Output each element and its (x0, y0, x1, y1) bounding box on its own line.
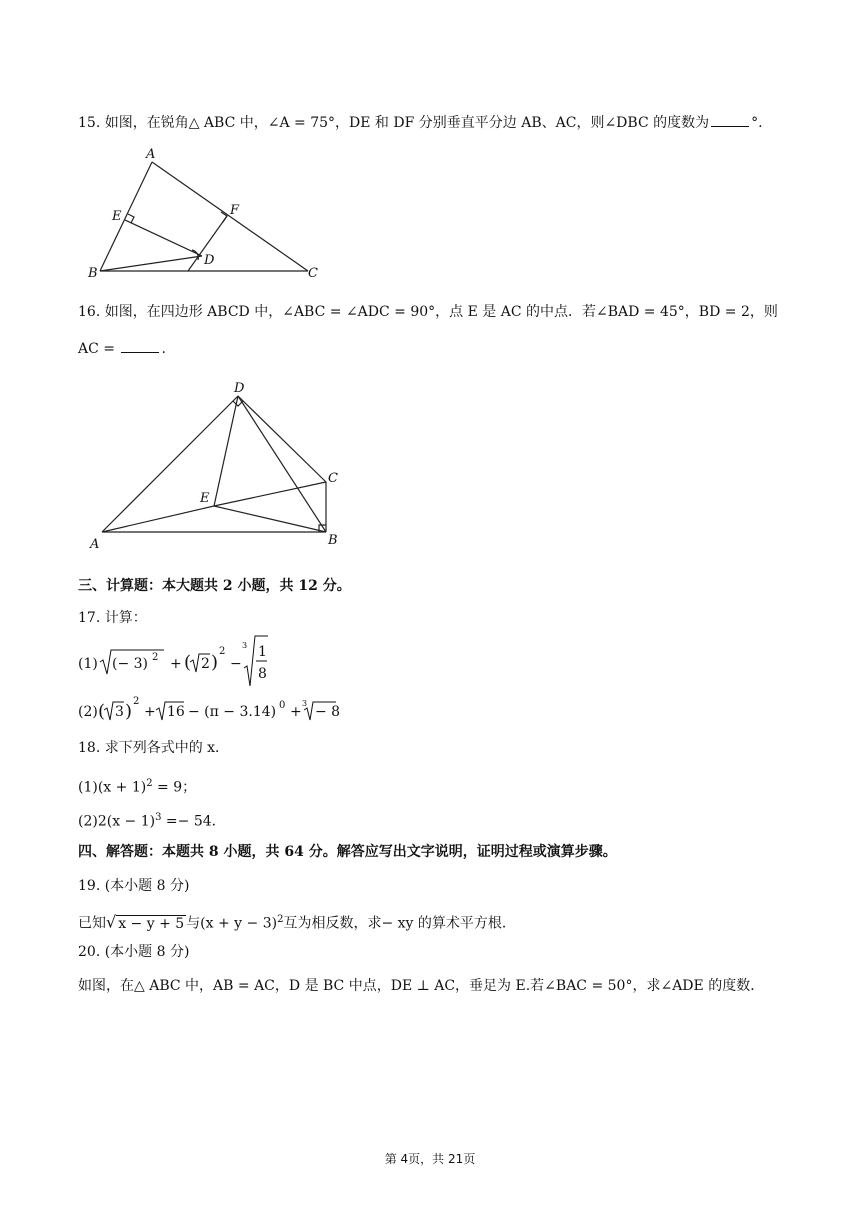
q16-label-c: C (328, 471, 338, 486)
q19-radical-sign: √ (106, 912, 117, 932)
q17-p2-radicand-neg8: − 8 (315, 704, 341, 720)
q20-text: 如图，在△ ABC 中，AB = AC，D 是 BC 中点，DE ⊥ AC，垂足为 E.若∠BAC = 50°，求∠ADE 的度数． (78, 978, 765, 994)
q18-p2-exp: 3 (155, 812, 162, 823)
q17-p2-rest: − (π − 3.14) (188, 704, 277, 720)
q17-p1-frac-num: 1 (258, 644, 267, 660)
q17-p2-sqrt3: 3 (115, 704, 124, 720)
q19-text-a: 已知 (78, 915, 106, 932)
q16-figure (82, 374, 352, 554)
q16-label-e: E (200, 491, 210, 506)
q17-p2-lparen: ( (98, 701, 106, 722)
q17-p1-exp1: 2 (152, 652, 159, 663)
q17-p2-cube-index: 3 (302, 699, 308, 708)
q15-label-e: E (112, 209, 122, 224)
q17-p1-num: (1) (78, 656, 98, 672)
q17-p2-rparen: ) (125, 701, 133, 722)
q17-p1-sqrt2: 2 (201, 656, 210, 672)
q17-part1-expression (78, 634, 318, 692)
q16-line2-b: . (161, 341, 166, 357)
q19-text (78, 910, 516, 934)
q18-part1 (78, 774, 196, 798)
q16-line1: 16. 如图，在四边形 ABCD 中，∠ABC = ∠ADC = 90°，点 E 是 AC 的中点．若∠BAD = 45°，BD = 2，则 (78, 304, 778, 320)
q17-p2-radicand16: 16 (167, 704, 185, 720)
q16-label-a: A (90, 537, 100, 552)
q19-title: 19. (本小题 8 分) (78, 878, 190, 894)
q18-p1-exp: 2 (146, 778, 153, 789)
q16-answer-blank (121, 338, 159, 353)
q16-line2 (78, 338, 166, 359)
q17-p1-rparen: ) (211, 652, 219, 673)
q19-text-c: 互为相反数，求− xy 的算术平方根． (283, 915, 516, 932)
q17-p1-minus: − (230, 656, 242, 672)
q15-answer-blank (711, 112, 749, 127)
q15-label-c: C (308, 266, 318, 281)
q18-p1-b: = 9； (152, 779, 197, 796)
q15-text-a: 15. 如图，在锐角△ ABC 中，∠A = 75°，DE 和 DF 分别垂直平分边 AB、AC，则∠DBC 的度数为 (78, 115, 710, 131)
q17-title: 17. 计算： (78, 610, 147, 626)
q17-p1-plus: + (170, 656, 182, 672)
q15-label-b: B (88, 266, 98, 281)
q19-radicand: x − y + 5 (118, 915, 185, 932)
q17-p1-lparen: ( (184, 652, 192, 673)
q16-label-b: B (328, 533, 338, 548)
q17-part2-expression (78, 696, 378, 726)
q17-p2-exp3: 2 (133, 696, 140, 707)
q18-p1-a: (1)(x + 1) (78, 779, 147, 796)
section-4-heading: 四、解答题：本题共 8 小题，共 64 分。解答应写出文字说明，证明过程或演算步骤。 (78, 844, 617, 860)
q17-p2-plus1: + (144, 704, 156, 720)
q17-p1-cube-index: 3 (242, 641, 248, 650)
q16-label-d: D (234, 381, 245, 396)
section-3-heading: 三、计算题：本大题共 2 小题，共 12 分。 (78, 578, 351, 594)
q18-p2-b: =− 54． (161, 813, 226, 830)
q17-p2-num: (2) (78, 704, 98, 720)
q20-title: 20. (本小题 8 分) (78, 944, 190, 960)
q15-text-b: °. (751, 115, 763, 131)
q15-label-f: F (230, 203, 240, 218)
q15-label-d: D (204, 253, 215, 268)
q15-text (78, 112, 763, 133)
q17-p2-exp0: 0 (279, 700, 286, 711)
q15-label-a: A (146, 147, 156, 162)
q16-line2-a: AC = (78, 341, 116, 357)
q15-figure (80, 140, 340, 285)
q18-part2 (78, 808, 226, 832)
q17-p2-plus2: + (290, 704, 302, 720)
q18-p2-a: (2)2(x − 1) (78, 813, 156, 830)
q17-p1-radicand: (− 3) (112, 656, 149, 672)
q19-text-b: 与(x + y − 3) (186, 915, 278, 932)
q19-exp: 2 (277, 914, 284, 925)
q18-title: 18. 求下列各式中的 x． (78, 740, 230, 756)
q17-p1-exp2: 2 (219, 646, 226, 657)
q17-p1-frac-den: 8 (258, 666, 267, 682)
page-footer: 第 4页，共 21页 (384, 1152, 476, 1166)
